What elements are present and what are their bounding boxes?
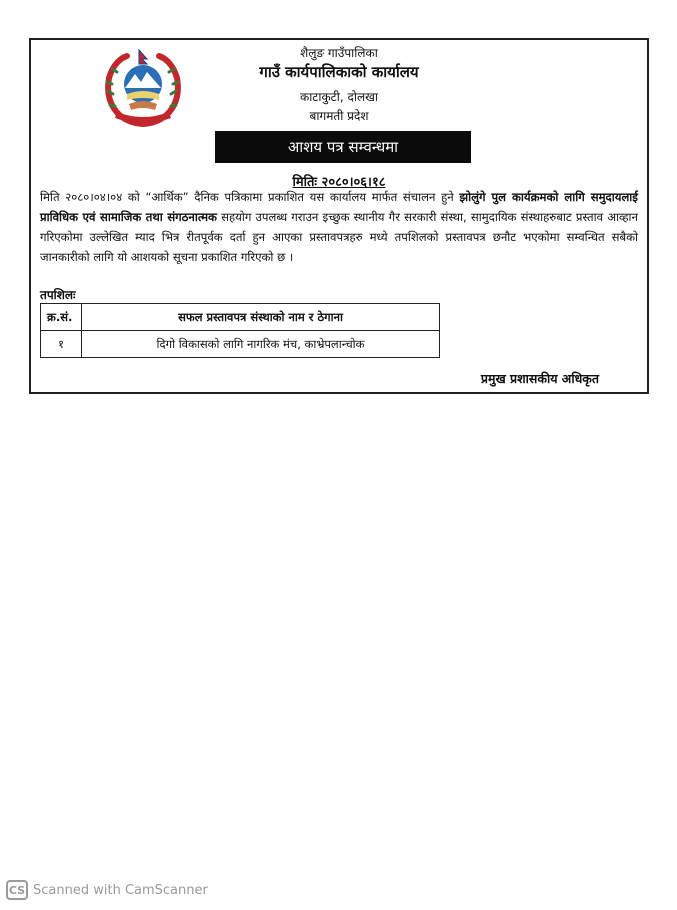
column-header-serial: क्र.सं.: [41, 304, 82, 331]
body-text-part2: सहयोग उपलब्ध गराउन इच्छुक स्थानीय गैर सरकारी संस्था, सामुदायिक संस्थाहरुबाट प्रस्ताव आव्हान गरिएकोमा उल्लेखित म्याद भित्र रीतपूर्वक दर्ता हुन आएका प्रस्तावपत्रहरु मध्ये तपशिलको प्रस्तावपत्र छनौट भएकोमा सम्वन्धित सबैको जानकारीको लागि यो आशयको सूचना प्रकाशित गरिएको छ ।: [40, 210, 638, 264]
camscanner-watermark: [6, 880, 208, 900]
details-table: [40, 303, 440, 358]
table-header-row: [41, 304, 440, 331]
table-row: [41, 331, 440, 358]
body-text-bold: झोलुंगे पुल कार्यक्रमको लागि समुदायलाई प्राविधिक एवं सामाजिक तथा संगठनात्मक: [40, 190, 638, 224]
details-label: तपशिलः: [40, 288, 76, 302]
office-name: गाउँ कार्यपालिकाको कार्यालय: [259, 63, 419, 81]
province-name: बागमती प्रदेश: [309, 109, 369, 123]
signature-title: प्रमुख प्रशासकीय अधिकृत: [480, 371, 599, 386]
column-header-org: सफल प्रस्तावपत्र संस्थाको नाम र ठेगाना: [82, 304, 440, 331]
office-location: काटाकुटी, दोलखा: [299, 90, 379, 104]
table-cell-serial: १: [41, 331, 82, 358]
municipality-name: शैलुङ गाउँपालिका: [300, 46, 378, 60]
body-text-part1: मिति २०८०।०४।०४ को “आर्थिक” दैनिक पत्रिकामा प्रकाशित यस कार्यालय मार्फत संचालन हुने: [40, 190, 460, 204]
notice-date: मितिः २०८०।०६।१८: [292, 175, 386, 190]
camscanner-logo-icon: CS: [6, 880, 28, 900]
notice-frame: [29, 38, 649, 394]
notice-body: [40, 187, 638, 267]
watermark-text: Scanned with CamScanner: [33, 882, 208, 898]
notice-title-banner: आशय पत्र सम्वन्धमा: [215, 131, 471, 163]
table-cell-org: दिगो विकासको लागि नागरिक मंच, काभ्रेपलान्चोक: [82, 331, 440, 358]
